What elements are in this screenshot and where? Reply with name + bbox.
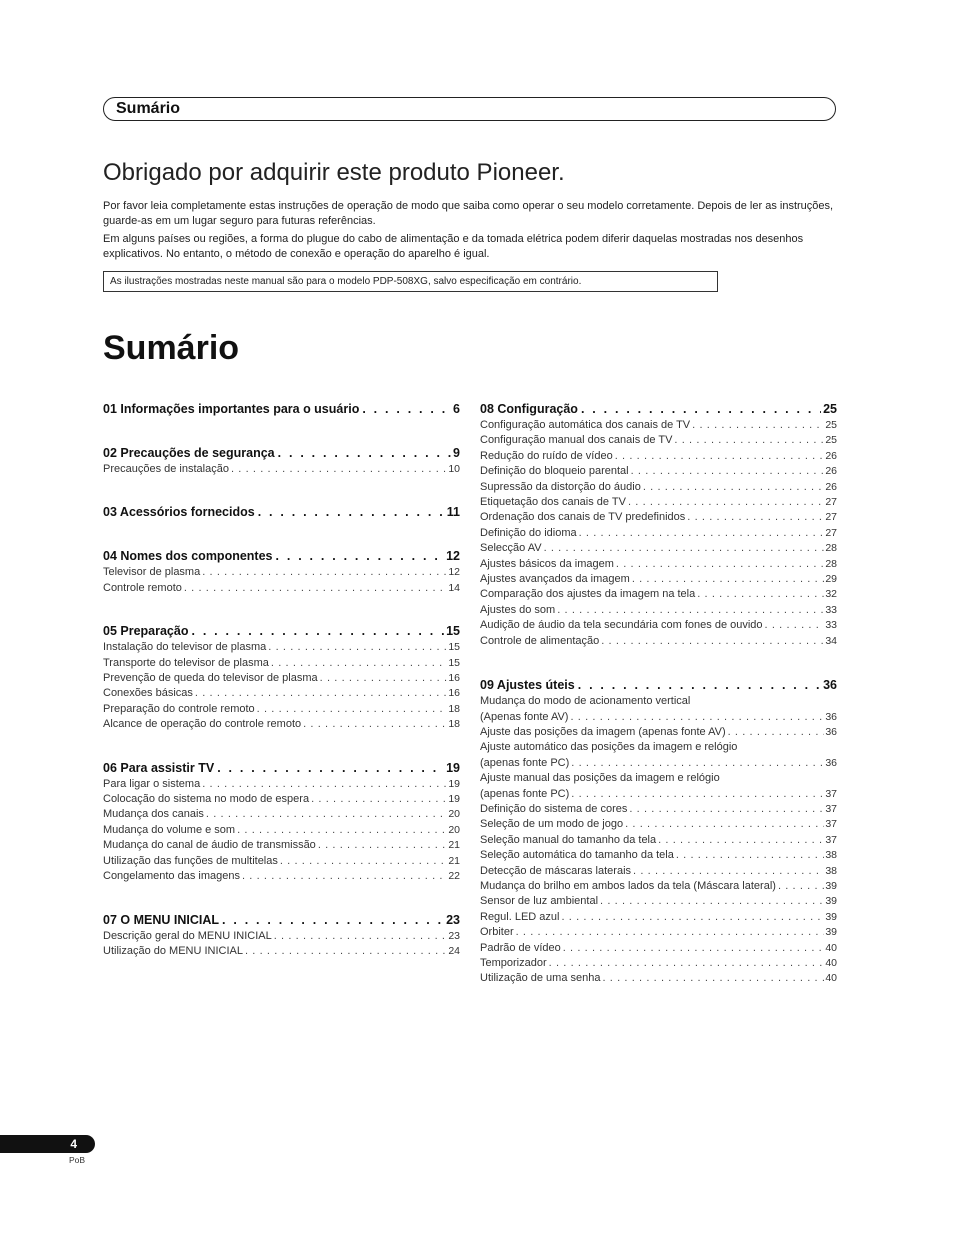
toc-entry[interactable]: Seleção de um modo de jogo . . . 37 [480,817,837,832]
toc-right-column [480,400,837,987]
toc-entry[interactable]: Mudança do brilho em ambos lados da tela (Máscara lateral) . . . 39 [480,879,837,894]
intro-paragraph-2: Em alguns países ou regiões, a forma do plugue do cabo de alimentação e da tomada elétrica podem diferir daquelas mostradas nos desenhos explicativos. No entanto, o método de conexão e operação do aparelho é igual. [103,233,804,260]
toc-section-07 [103,911,460,960]
toc-entry[interactable]: Definição do bloqueio parental . . . 26 [480,464,837,479]
toc-section-08 [480,400,837,649]
toc-section-01 [103,400,460,418]
toc-entry[interactable]: Sensor de luz ambiental . . . 39 [480,894,837,909]
intro-paragraph-1: Por favor leia completamente estas instruções de operação de modo que saiba como operar o seu modelo corretamente. Depois de ler as instruções, guarde-as em um lugar seguro para futuras referências. [103,200,834,227]
toc-entry[interactable]: Definição do sistema de cores . . . 37 [480,802,837,817]
toc-entry[interactable]: Ajustes do som . . . 33 [480,603,837,618]
toc-entry-line[interactable]: Ajuste manual das posições da imagem e relógio [480,772,720,785]
toc-section-heading[interactable]: 09 Ajustes úteis . . . 36 [480,676,837,694]
toc-entry[interactable]: Comparação dos ajustes da imagem na tela . . . 32 [480,587,837,602]
toc-section-heading[interactable]: 07 O MENU INICIAL . . . 23 [103,911,460,929]
toc-entry[interactable]: Televisor de plasma . . . 12 [103,565,460,580]
page-number-tab [0,1135,95,1153]
toc-section-heading[interactable]: 08 Configuração . . . 25 [480,400,837,418]
toc-section-06 [103,759,460,885]
toc-entry[interactable]: Padrão de vídeo . . . 40 [480,941,837,956]
toc-section-heading[interactable]: 06 Para assistir TV . . . 19 [103,759,460,777]
toc-entry[interactable]: Mudança do volume e som . . . 20 [103,823,460,838]
toc-entry[interactable]: Configuração manual dos canais de TV . . . 25 [480,433,837,448]
toc-entry[interactable]: Descrição geral do MENU INICIAL . . . 23 [103,929,460,944]
page-number: 4 [70,1137,77,1151]
toc-entry[interactable]: (Apenas fonte AV) . . . 36 [480,710,837,725]
toc-section-heading[interactable]: 02 Precauções de segurança . . . 9 [103,444,460,462]
toc-section-03 [103,503,460,521]
section-header [103,97,836,121]
toc-section-heading[interactable]: 04 Nomes dos componentes . . . 12 [103,547,460,565]
toc-section-05 [103,622,460,732]
toc-entry[interactable]: Orbiter . . . 39 [480,925,837,940]
toc-entry[interactable]: Definição do idioma . . . 27 [480,526,837,541]
toc-entry[interactable]: Utilização das funções de multitelas . . . 21 [103,854,460,869]
toc-entry[interactable]: Congelamento das imagens . . . 22 [103,869,460,884]
toc-entry[interactable]: Ajuste das posições da imagem (apenas fonte AV) . . . 36 [480,725,837,740]
toc-entry[interactable]: Detecção de máscaras laterais . . . 38 [480,864,837,879]
toc-entry[interactable]: Preparação do controle remoto . . . 18 [103,702,460,717]
toc-entry[interactable]: Ajustes avançados da imagem . . . 29 [480,572,837,587]
toc-entry[interactable]: Utilização do MENU INICIAL . . . 24 [103,944,460,959]
intro-title: Obrigado por adquirir este produto Pioneer. [103,159,565,186]
toc-entry[interactable]: Selecção AV . . . 28 [480,541,837,556]
toc-entry[interactable]: Supressão da distorção do áudio . . . 26 [480,480,837,495]
toc-entry[interactable]: Etiquetação dos canais de TV . . . 27 [480,495,837,510]
toc-entry[interactable]: Audição de áudio da tela secundária com fones de ouvido . . . 33 [480,618,837,633]
toc-entry[interactable]: Configuração automática dos canais de TV . . . 25 [480,418,837,433]
toc-entry[interactable]: Ajustes básicos da imagem . . . 28 [480,557,837,572]
toc-section-04 [103,547,460,596]
toc-entry[interactable]: Utilização de uma senha . . . 40 [480,971,837,986]
toc-entry[interactable]: Temporizador . . . 40 [480,956,837,971]
toc-entry[interactable]: Para ligar o sistema . . . 19 [103,777,460,792]
toc-entry[interactable]: Controle remoto . . . 14 [103,581,460,596]
toc-entry[interactable]: Instalação do televisor de plasma . . . 15 [103,640,460,655]
toc-entry[interactable]: Seleção automática do tamanho da tela . . . 38 [480,848,837,863]
toc-section-09 [480,676,837,987]
toc-entry[interactable]: Prevenção de queda do televisor de plasma . . . 16 [103,671,460,686]
toc-entry[interactable]: Alcance de operação do controle remoto . . . 18 [103,717,460,732]
toc-entry[interactable]: Controle de alimentação . . . 34 [480,634,837,649]
toc-section-heading[interactable]: 03 Acessórios fornecidos . . . 11 [103,503,460,521]
toc-entry-line[interactable]: Mudança do modo de acionamento vertical [480,695,691,708]
toc-entry[interactable]: Ordenação dos canais de TV predefinidos . . . 27 [480,510,837,525]
language-code: PoB [69,1155,86,1165]
toc-entry[interactable]: (apenas fonte PC) . . . 36 [480,756,837,771]
toc-entry[interactable]: Mudança dos canais . . . 20 [103,807,460,822]
toc-title: Sumário [103,329,240,367]
toc-entry[interactable]: (apenas fonte PC) . . . 37 [480,787,837,802]
toc-entry[interactable]: Mudança do canal de áudio de transmissão . . . 21 [103,838,460,853]
section-header-label: Sumário [116,100,181,117]
toc-entry[interactable]: Precauções de instalação . . . 10 [103,462,460,477]
illustration-note: As ilustrações mostradas neste manual são para o modelo PDP-508XG, salvo especificação em contrário. [103,271,718,292]
toc-entry-line[interactable]: Ajuste automático das posições da imagem e relógio [480,741,738,754]
toc-entry[interactable]: Transporte do televisor de plasma . . . 15 [103,656,460,671]
toc-section-heading[interactable]: 05 Preparação . . . 15 [103,622,460,640]
toc-entry[interactable]: Regul. LED azul . . . 39 [480,910,837,925]
toc-entry[interactable]: Colocação do sistema no modo de espera . . . 19 [103,792,460,807]
toc-entry[interactable]: Redução do ruído de vídeo . . . 26 [480,449,837,464]
toc-section-heading[interactable]: 01 Informações importantes para o usuário . . . 6 [103,400,460,418]
toc-left-column [103,400,460,959]
toc-entry[interactable]: Conexões básicas . . . 16 [103,686,460,701]
toc-entry[interactable]: Seleção manual do tamanho da tela . . . 37 [480,833,837,848]
toc-section-02 [103,444,460,477]
